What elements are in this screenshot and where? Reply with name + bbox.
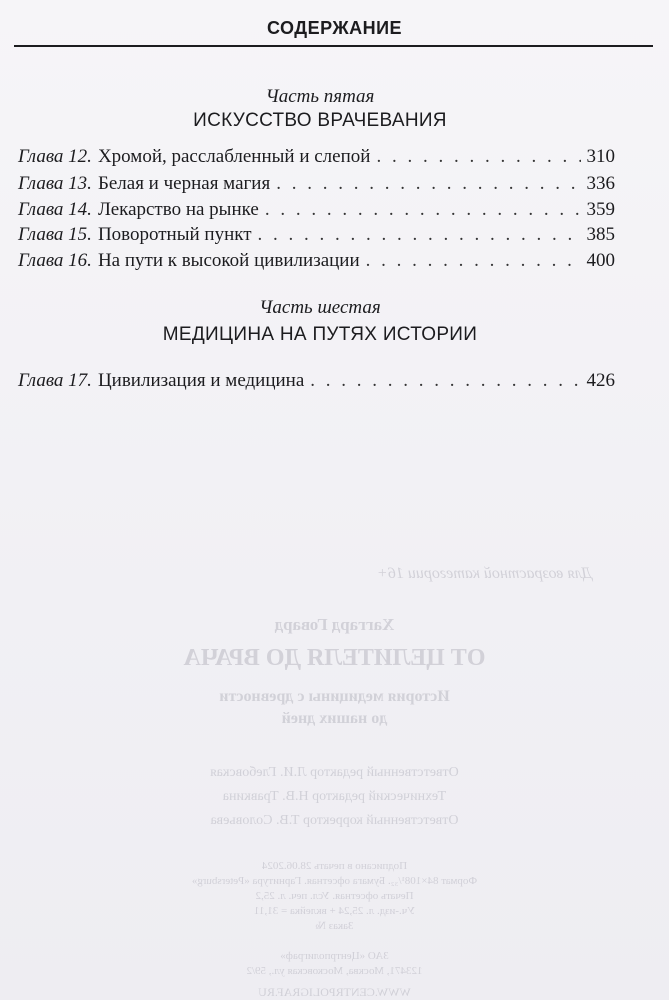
chapter-title: Лекарство на рынке — [97, 199, 259, 220]
bleed-publisher: WWW.CENTRPOLIGRAF.RU — [258, 985, 411, 999]
toc-entry-chapter-14[interactable] — [18, 199, 615, 223]
bleed-editor: Ответственный корректор Т.В. Соловьева — [210, 813, 459, 828]
toc-entry-chapter-12[interactable] — [18, 146, 615, 170]
dot-leader — [258, 224, 581, 246]
toc-entry-chapter-17[interactable] — [18, 370, 615, 394]
page-number: 336 — [586, 173, 615, 194]
chapter-number: Глава 13. — [18, 173, 92, 194]
toc-entry-chapter-16[interactable] — [18, 250, 615, 274]
page-number: 426 — [586, 370, 615, 391]
bleed-imprint-line: Заказ № — [315, 920, 354, 932]
chapter-number: Глава 14. — [18, 199, 92, 220]
chapter-title: Поворотный пункт — [97, 224, 252, 245]
page-number: 359 — [586, 199, 615, 220]
dot-leader — [310, 370, 580, 392]
chapter-title: На пути к высокой цивилизации — [97, 250, 360, 271]
bleed-editor: Ответственный редактор Л.И. Глебовская — [210, 765, 459, 780]
page-number: 400 — [586, 250, 615, 271]
chapter-number: Глава 16. — [18, 250, 92, 271]
bleed-subtitle: История медицины с древности — [219, 688, 450, 705]
chapter-number: Глава 17. — [18, 370, 92, 391]
part-six-label: Часть шестая — [259, 297, 381, 318]
part-six-title: МЕДИЦИНА НА ПУТЯХ ИСТОРИИ — [162, 324, 478, 345]
bleed-imprint-line: Печать офсетная. Усл. печ. л. 25,2 — [255, 890, 414, 902]
toc-entry-chapter-15[interactable] — [18, 224, 615, 248]
bleed-imprint-line: Формат 84×108¹/₃₂. Бумага офсетная. Гарнитура «Petersburg» — [191, 875, 478, 887]
page-number: 385 — [586, 224, 615, 245]
chapter-title: Хромой, расслабленный и слепой — [97, 146, 371, 167]
toc-entry-chapter-13[interactable] — [18, 173, 615, 197]
dot-leader — [265, 199, 581, 221]
heading-rule — [14, 45, 653, 47]
part-five-label: Часть пятая — [265, 86, 375, 107]
bleed-publisher: 123471, Москва, Московская ул., 59/2 — [246, 965, 423, 977]
contents-heading: СОДЕРЖАНИЕ — [266, 18, 403, 38]
bleed-through-imprint — [0, 555, 669, 1000]
part-five-title: ИСКУССТВО ВРАЧЕВАНИЯ — [193, 110, 447, 131]
chapter-title: Белая и черная магия — [97, 173, 271, 194]
chapter-title: Цивилизация и медицина — [97, 370, 305, 391]
dot-leader — [276, 173, 580, 195]
chapter-number: Глава 12. — [18, 146, 92, 167]
chapter-number: Глава 15. — [18, 224, 92, 245]
bleed-imprint-line: Подписано в печать 28.06.2024 — [261, 860, 408, 872]
bleed-editor: Технический редактор Н.В. Травкина — [222, 789, 447, 804]
page-number: 310 — [586, 146, 615, 167]
dot-leader — [366, 250, 581, 272]
dot-leader — [376, 146, 580, 168]
bleed-author: Хаггард Говард — [274, 615, 395, 634]
bleed-subtitle: до наших дней — [281, 710, 388, 727]
bleed-imprint-line: Уч.-изд. л. 25,24 + вклейка = 31,11 — [253, 905, 416, 917]
bleed-rating: Для возрастной категории 16+ — [377, 565, 592, 582]
bleed-publisher: ЗАО «Центрполиграф» — [280, 950, 389, 962]
bleed-title: ОТ ЦЕЛИТЕЛЯ ДО ВРАЧА — [183, 645, 486, 671]
